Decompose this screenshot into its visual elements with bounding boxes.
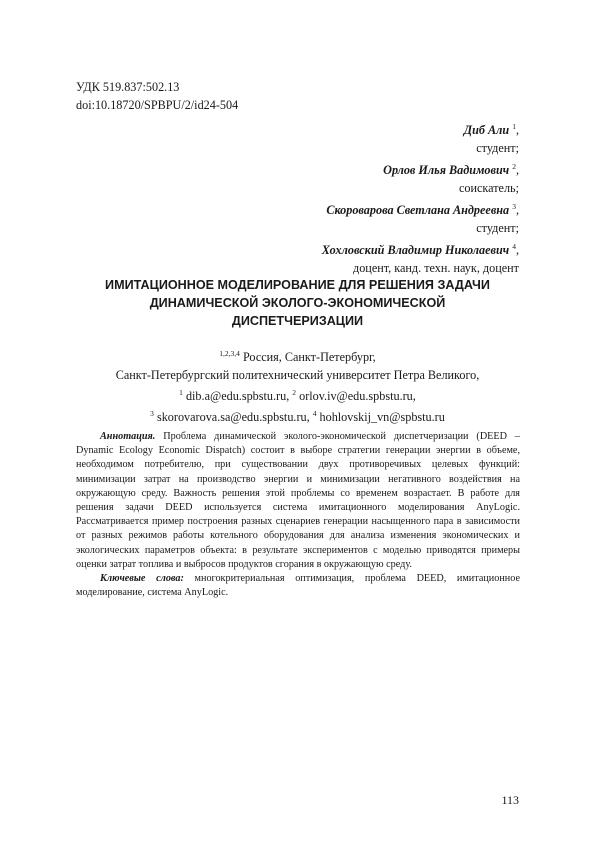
author-1: Диб Али $^1$, (463, 122, 519, 138)
abstract-block (76, 430, 520, 600)
abstract-paragraph (76, 430, 520, 572)
author-2-role: соискатель; (458, 181, 519, 196)
affiliation-university: Санкт-Петербургский политехнический университет Петра Великого, (115, 368, 480, 383)
affiliation-emails-2: $^3$ skorovarova.sa@edu.spbstu.ru, $^4$ hohlovskij_vn@spbstu.ru (150, 409, 445, 425)
title-line: ДИНАМИЧЕСКОЙ ЭКОЛОГО-ЭКОНОМИЧЕСКОЙ (149, 296, 446, 310)
affiliation (40, 345, 555, 426)
doi: doi:10.18720/SPBPU/2/id24-504 (76, 98, 239, 112)
title-line: ИМИТАЦИОННОЕ МОДЕЛИРОВАНИЕ ДЛЯ РЕШЕНИЯ ЗАДАЧИ (105, 278, 490, 292)
abstract-text: Проблема динамической эколого-экономической диспетчеризации (DEED – Dynamic Ecology Economic Dispatch) состоит в выборе стратегии генерации энергии в объеме, необходимом потребителю, при существовании двух противоречивых целевых функций: минимизации затрат на производство энергии и минимизации негативного воздействия на окружающую среду. Важность решения этой проблемы со временем возрастает. В работе для решения задачи DEED используется система имитационного моделирования AnyLogic. Рассматривается пример построения разных сценариев генерации насыщенного пара в зависимости от разных режимов работы котельного оборудования для анализа изменения экономических и экологических параметров объекта: в результате экспериментов с моделью приводятся примеры оценки затрат топлива и выбросов продуктов сгорания в окружающую среду. (76, 431, 520, 570)
affiliation-location: $^{1,2,3,4}$ Россия, Санкт-Петербург, (219, 349, 376, 365)
title-line: ДИСПЕТЧЕРИЗАЦИИ (231, 314, 364, 328)
affiliation-emails-1: $^1$ dib.a@edu.spbstu.ru, $^2$ orlov.iv@edu.spbstu.ru, (179, 388, 416, 404)
author-3-role: студент; (476, 221, 519, 236)
page-number: 113 (501, 793, 519, 807)
authors-block (322, 118, 519, 278)
author-3: Скороварова Светлана Андреевна $^3$, (326, 201, 519, 217)
udc-code: УДК 519.837:502.13 (76, 80, 180, 94)
author-2: Орлов Илья Вадимович $^2$, (383, 161, 519, 177)
paper-title (60, 276, 535, 330)
author-1-role: студент; (476, 141, 519, 156)
author-4: Хохловский Владимир Николаевич $^4$, (321, 241, 519, 257)
keywords-paragraph (76, 572, 520, 600)
abstract-label: Аннотация. (100, 431, 156, 442)
keywords-text: многокритериальная оптимизация, проблема DEED, имитационное моделирование, система AnyLogic. (76, 573, 520, 599)
author-4-role: доцент, канд. техн. наук, доцент (353, 261, 519, 276)
keywords-label: Ключевые слова: (100, 573, 184, 585)
